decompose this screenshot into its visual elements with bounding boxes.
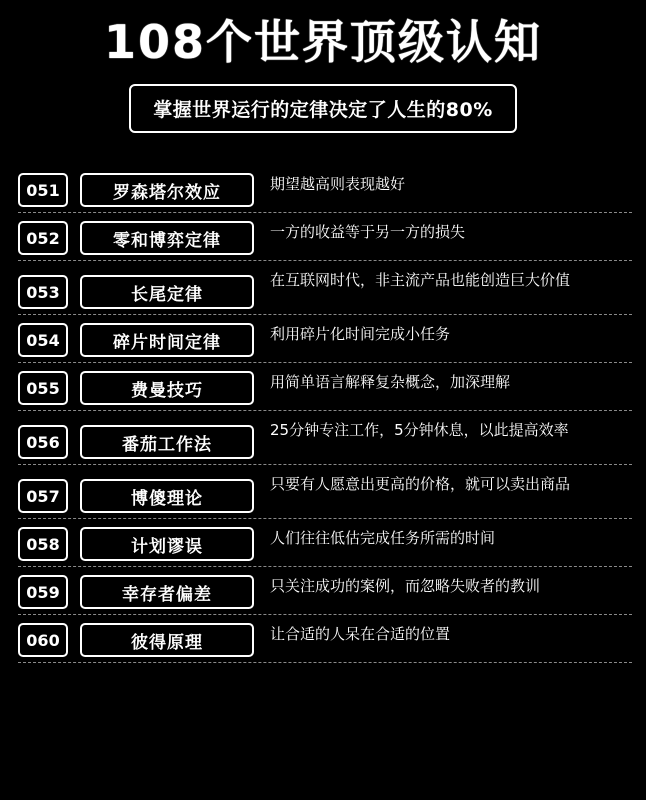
item-name: 费曼技巧 — [80, 371, 254, 405]
item-name: 幸存者偏差 — [80, 575, 254, 609]
item-name: 长尾定律 — [80, 275, 254, 309]
item-number: 060 — [18, 623, 68, 657]
page-subtitle: 掌握世界运行的定律决定了人生的80% — [129, 84, 516, 133]
row-divider — [18, 566, 632, 567]
item-name: 博傻理论 — [80, 479, 254, 513]
item-number: 053 — [18, 275, 68, 309]
row-divider — [18, 410, 632, 411]
subtitle-container — [0, 84, 646, 133]
item-description: 在互联网时代，非主流产品也能创造巨大价值 — [270, 271, 571, 290]
item-description: 人们往往低估完成任务所需的时间 — [270, 529, 496, 548]
item-description: 用简单语言解释复杂概念，加深理解 — [270, 373, 511, 392]
item-number: 059 — [18, 575, 68, 609]
item-name: 零和博弈定律 — [80, 221, 254, 255]
item-number: 056 — [18, 425, 68, 459]
row-divider — [18, 362, 632, 363]
item-description: 25分钟专注工作，5分钟休息，以此提高效率 — [270, 421, 569, 440]
cognition-list — [0, 171, 646, 663]
item-name: 彼得原理 — [80, 623, 254, 657]
item-description: 只要有人愿意出更高的价格，就可以卖出商品 — [270, 475, 571, 494]
item-number: 054 — [18, 323, 68, 357]
list-item — [18, 321, 632, 363]
item-name: 罗森塔尔效应 — [80, 173, 254, 207]
poster-header — [0, 0, 646, 133]
list-item — [18, 621, 632, 663]
item-number: 055 — [18, 371, 68, 405]
row-divider — [18, 518, 632, 519]
item-name: 番茄工作法 — [80, 425, 254, 459]
list-item — [18, 369, 632, 411]
item-number: 057 — [18, 479, 68, 513]
list-item — [18, 573, 632, 615]
item-description: 利用碎片化时间完成小任务 — [270, 325, 451, 344]
row-divider — [18, 260, 632, 261]
item-number: 058 — [18, 527, 68, 561]
row-divider — [18, 662, 632, 663]
page-title: 108个世界顶级认知 — [103, 15, 543, 69]
list-item — [18, 219, 632, 261]
row-divider — [18, 314, 632, 315]
row-divider — [18, 614, 632, 615]
item-number: 052 — [18, 221, 68, 255]
item-description: 让合适的人呆在合适的位置 — [270, 625, 451, 644]
list-item — [18, 417, 632, 465]
row-divider — [18, 212, 632, 213]
item-number: 051 — [18, 173, 68, 207]
row-divider — [18, 464, 632, 465]
list-item — [18, 171, 632, 213]
item-name: 计划谬误 — [80, 527, 254, 561]
item-description: 期望越高则表现越好 — [270, 175, 406, 194]
item-name: 碎片时间定律 — [80, 323, 254, 357]
item-description: 只关注成功的案例，而忽略失败者的教训 — [270, 577, 541, 596]
list-item — [18, 471, 632, 519]
item-description: 一方的收益等于另一方的损失 — [270, 223, 466, 242]
list-item — [18, 525, 632, 567]
list-item — [18, 267, 632, 315]
